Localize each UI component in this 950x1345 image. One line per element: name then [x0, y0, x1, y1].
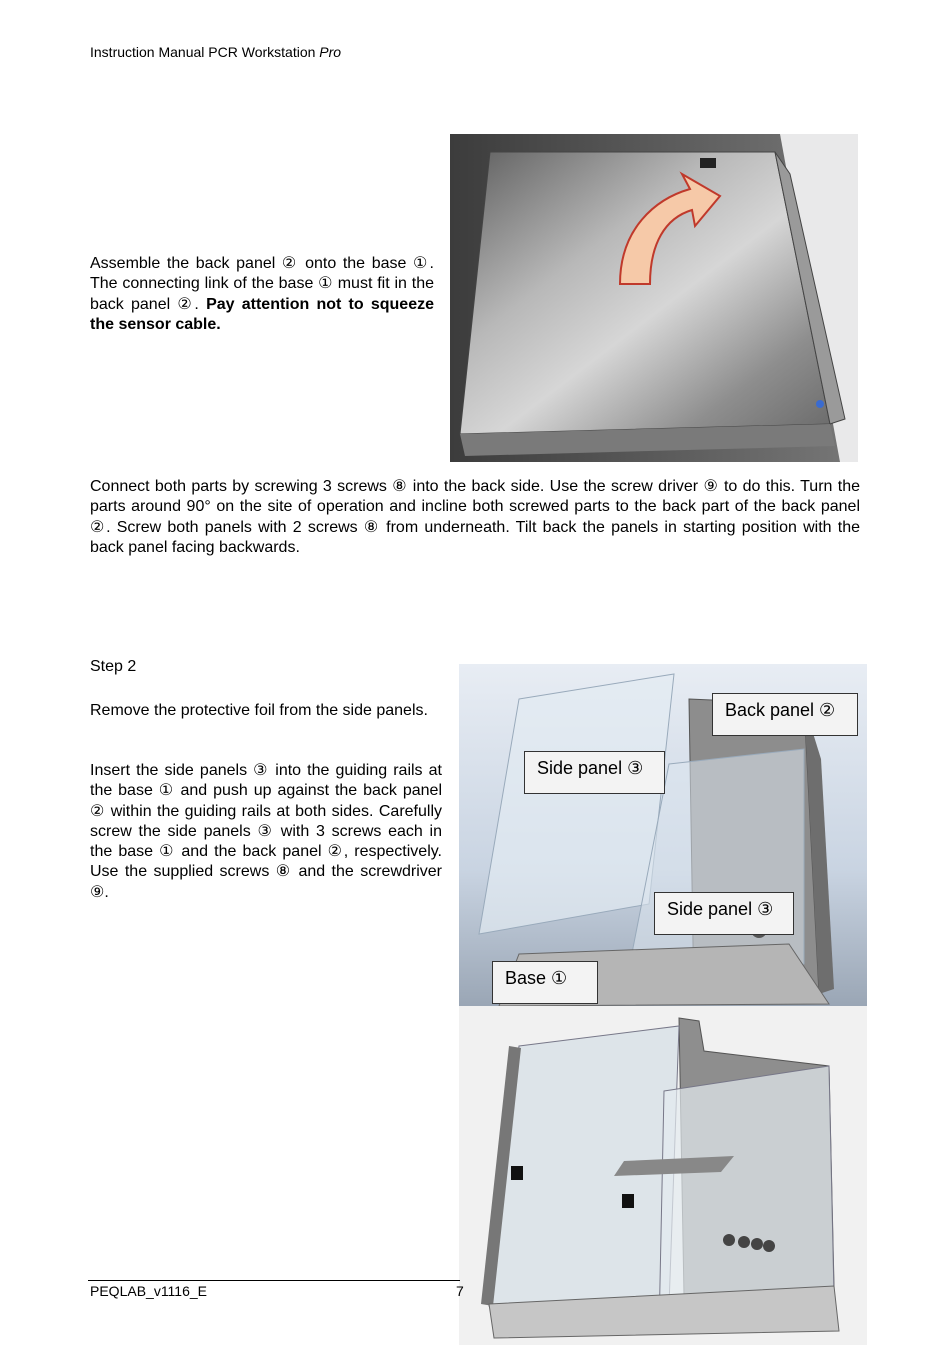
header-title: Instruction Manual PCR Workstation [90, 44, 316, 60]
back-panel-photo [450, 134, 858, 462]
label-side-panel-top: Side panel ③ [524, 751, 665, 794]
footer-rule [88, 1280, 460, 1281]
step2-heading: Step 2 [90, 658, 137, 675]
label-base: Base ① [492, 961, 598, 1004]
assembled-diagram [459, 1006, 867, 1345]
page-number: 7 [456, 1283, 464, 1299]
label-side-panel-bottom: Side panel ③ [654, 892, 794, 935]
step2-paragraph-2: Insert the side panels ③ into the guiding rails at the base ① and push up against the back panel ② within the guiding rails at both sides. Carefully screw the side panels ③ with 3 screws each in the base ① and the back panel ②, respectively. Use the supplied screws ⑧ and the screwdriver ⑨. [90, 762, 442, 901]
footer-doc-id: PEQLAB_v1116_E [90, 1283, 208, 1299]
label-back-panel: Back panel ② [712, 693, 858, 736]
step2-paragraph-1: Remove the protective foil from the side panels. [90, 702, 428, 719]
step1-warning: Pay attention not to squeeze the sensor cable. [90, 295, 434, 333]
page-header [90, 44, 341, 60]
step1-paragraph-1: Assemble the back panel ② onto the base ①. The connecting link of the base ① must fit in the back panel ②. Pay attention not to squeeze the sensor cable. [90, 255, 434, 333]
exploded-diagram [459, 664, 867, 1006]
step1-paragraph-2: Connect both parts by screwing 3 screws ⑧ into the back side. Use the screw driver ⑨ to do this. Turn the parts around 90° on the site of operation and incline both screwed parts to the back part of the back panel ②. Screw both panels with 2 screws ⑧ from underneath. Tilt back the panels in starting position with the back panel facing backwards. [90, 478, 860, 556]
header-title-italic: Pro [319, 44, 342, 60]
